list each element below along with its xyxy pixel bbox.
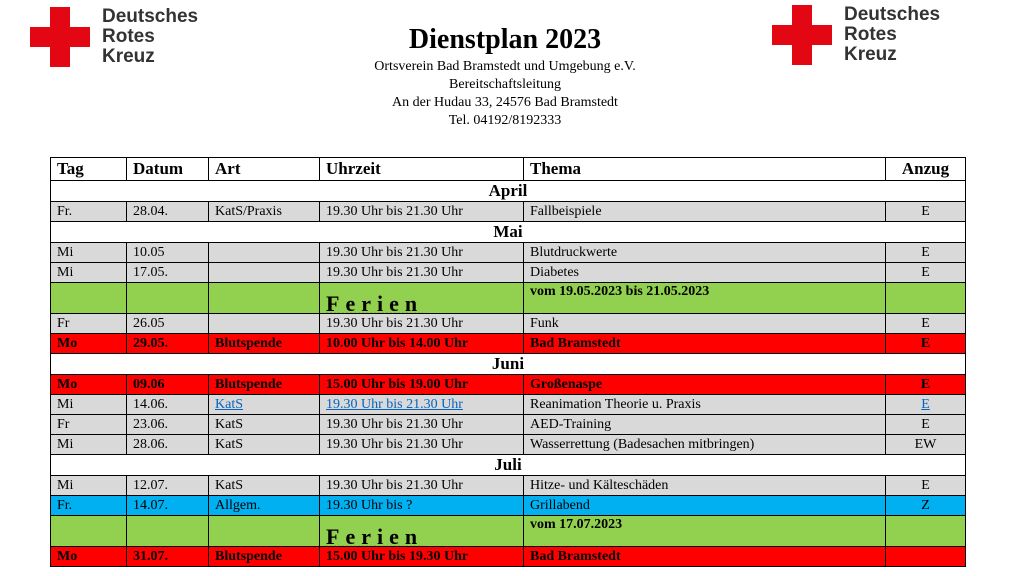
cell-tag: Fr. [51,496,127,516]
cell-datum: 23.06. [127,415,209,435]
cell-thema: Hitze- und Kälteschäden [524,476,886,496]
schedule-body [51,181,966,567]
ferien-label [320,516,524,547]
cell-art: Blutspende [209,334,320,354]
cell-uhrzeit: 15.00 Uhr bis 19.00 Uhr [320,375,524,395]
cell-anzug: E [886,476,966,496]
department: Bereitschaftsleitung [449,77,561,92]
cell-uhrzeit: 15.00 Uhr bis 19.30 Uhr [320,547,524,567]
month-label: Juli [51,455,966,476]
cell-tag: Mi [51,395,127,415]
empty-cell [51,516,127,547]
month-label: Juni [51,354,966,375]
empty-cell [127,516,209,547]
cell-anzug [886,395,966,415]
cell-art [209,263,320,283]
cell-uhrzeit: 19.30 Uhr bis 21.30 Uhr [320,263,524,283]
table-row [51,334,966,354]
cell-thema: Reanimation Theorie u. Praxis [524,395,886,415]
cell-anzug: E [886,334,966,354]
cell-thema: Bad Bramstedt [524,547,886,567]
empty-cell [127,283,209,314]
red-cross-icon [772,5,832,65]
logo-line-2: Rotes [844,24,897,45]
cell-tag: Fr [51,314,127,334]
cell-datum: 14.07. [127,496,209,516]
cell-datum: 26.05 [127,314,209,334]
month-row [51,181,966,202]
cell-datum: 12.07. [127,476,209,496]
cell-datum: 09.06 [127,375,209,395]
document-header [300,22,710,130]
cell-uhrzeit [320,395,524,415]
table-row [51,435,966,455]
month-row [51,455,966,476]
cell-link[interactable]: 19.30 Uhr bis 21.30 Uhr [326,396,463,412]
cell-anzug [886,547,966,567]
month-row [51,354,966,375]
cell-thema: Grillabend [524,496,886,516]
page-title: Dienstplan 2023 [408,24,602,55]
cell-tag: Fr [51,415,127,435]
empty-cell [886,283,966,314]
drk-logo-right [772,5,940,65]
logo-line-3: Kreuz [844,44,897,65]
cell-art: KatS [209,435,320,455]
cell-uhrzeit: 19.30 Uhr bis 21.30 Uhr [320,243,524,263]
cell-art: Blutspende [209,375,320,395]
cell-uhrzeit: 19.30 Uhr bis ? [320,496,524,516]
cell-uhrzeit: 10.00 Uhr bis 14.00 Uhr [320,334,524,354]
logo-text [102,7,198,67]
cell-thema: Funk [524,314,886,334]
month-label: Mai [51,222,966,243]
col-header-tag: Tag [51,158,127,181]
empty-cell [209,283,320,314]
holiday-range: vom 19.05.2023 bis 21.05.2023 [524,283,886,314]
col-header-uhrzeit: Uhrzeit [320,158,524,181]
cell-datum: 17.05. [127,263,209,283]
cell-thema: Wasserrettung (Badesachen mitbringen) [524,435,886,455]
cell-tag: Mo [51,334,127,354]
month-row [51,222,966,243]
address: An der Hudau 33, 24576 Bad Bramstedt [392,95,618,110]
cell-thema: AED-Training [524,415,886,435]
red-cross-icon [30,7,90,67]
cell-datum: 29.05. [127,334,209,354]
cell-anzug: E [886,375,966,395]
table-row [51,243,966,263]
cell-thema: Diabetes [524,263,886,283]
ferien-label [320,283,524,314]
cell-thema: Fallbeispiele [524,202,886,222]
table-row [51,202,966,222]
table-row [51,263,966,283]
table-row [51,547,966,567]
cell-anzug: E [886,243,966,263]
logo-line-1: Deutsches [102,6,199,27]
cell-datum: 28.04. [127,202,209,222]
cell-datum: 10.05 [127,243,209,263]
cell-art: Blutspende [209,547,320,567]
cell-thema: Bad Bramstedt [524,334,886,354]
cell-art: KatS [209,476,320,496]
logo-line-2: Rotes [102,26,155,47]
cell-anzug: Z [886,496,966,516]
cell-tag: Mi [51,243,127,263]
cell-tag: Mi [51,476,127,496]
cell-datum: 31.07. [127,547,209,567]
logo-text [844,5,940,65]
logo-line-3: Kreuz [102,46,155,67]
table-row [51,314,966,334]
cell-tag: Fr. [51,202,127,222]
cell-tag: Mo [51,547,127,567]
table-row [51,476,966,496]
ferien-text: Ferien [326,524,424,547]
month-label: April [51,181,966,202]
cell-anzug: E [886,202,966,222]
cell-datum: 14.06. [127,395,209,415]
cell-tag: Mi [51,435,127,455]
cell-uhrzeit: 19.30 Uhr bis 21.30 Uhr [320,415,524,435]
empty-cell [886,516,966,547]
cell-art [209,243,320,263]
empty-cell [209,516,320,547]
table-row [51,496,966,516]
cell-tag: Mi [51,263,127,283]
empty-cell [51,283,127,314]
cell-uhrzeit: 19.30 Uhr bis 21.30 Uhr [320,435,524,455]
col-header-art: Art [209,158,320,181]
table-row [51,415,966,435]
cell-art: KatS/Praxis [209,202,320,222]
logo-line-1: Deutsches [844,4,941,25]
cell-uhrzeit: 19.30 Uhr bis 21.30 Uhr [320,476,524,496]
col-header-datum: Datum [127,158,209,181]
col-header-anzug: Anzug [886,158,966,181]
org-name: Ortsverein Bad Bramstedt und Umgebung e.V. [374,59,636,74]
cell-uhrzeit: 19.30 Uhr bis 21.30 Uhr [320,202,524,222]
cell-art: Allgem. [209,496,320,516]
holiday-range: vom 17.07.2023 [524,516,886,547]
cell-link[interactable]: E [921,396,930,412]
schedule-table [50,157,966,567]
drk-logo-left [30,7,198,67]
cell-art [209,395,320,415]
cell-datum: 28.06. [127,435,209,455]
cell-thema: Blutdruckwerte [524,243,886,263]
phone: Tel. 04192/8192333 [448,113,562,128]
cell-anzug: E [886,415,966,435]
cell-art [209,314,320,334]
cell-tag: Mo [51,375,127,395]
table-header-row [51,158,966,181]
cell-anzug: E [886,314,966,334]
holiday-row [51,516,966,547]
cell-art: KatS [209,415,320,435]
cell-anzug: EW [886,435,966,455]
col-header-thema: Thema [524,158,886,181]
cell-thema: Großenaspe [524,375,886,395]
table-row [51,395,966,415]
ferien-text: Ferien [326,291,424,314]
cell-uhrzeit: 19.30 Uhr bis 21.30 Uhr [320,314,524,334]
cell-anzug: E [886,263,966,283]
table-row [51,375,966,395]
cell-link[interactable]: KatS [215,396,243,412]
holiday-row [51,283,966,314]
